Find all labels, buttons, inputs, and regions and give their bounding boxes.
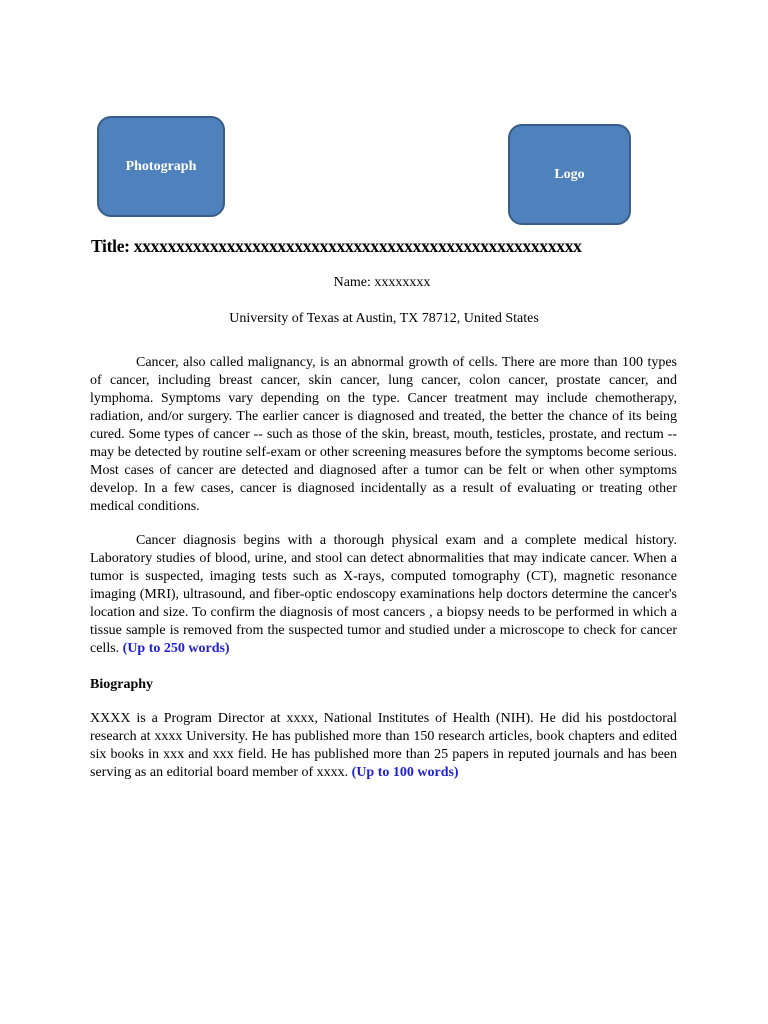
biography-paragraph: [90, 710, 677, 782]
biography-heading: Biography: [90, 677, 154, 692]
logo-placeholder: [508, 124, 631, 225]
photograph-placeholder: [97, 116, 225, 217]
abstract-paragraph-1: [90, 354, 677, 516]
biography-text: XXXX is a Program Director at xxxx, National Institutes of Health (NIH). He did his postdoctoral research at xxxx University. He has published more than 150 research articles, book chapters and edited six books in xxx and xxx field. He has published more than 25 papers in reputed journals and has been serving as an editorial board member of xxxx.: [90, 711, 677, 780]
abstract-word-limit-note: (Up to 250 words): [122, 641, 230, 656]
document-title: Title: xxxxxxxxxxxxxxxxxxxxxxxxxxxxxxxxxxxxxxxxxxxxxxxxxxxxx: [91, 236, 582, 256]
logo-label: Logo: [554, 166, 585, 182]
photograph-label: Photograph: [125, 158, 197, 174]
author-affiliation: University of Texas at Austin, TX 78712, United States: [229, 311, 539, 326]
biography-word-limit-note: (Up to 100 words): [351, 765, 459, 780]
author-name: Name: xxxxxxxx: [333, 275, 431, 290]
abstract-paragraph-2: [90, 532, 677, 658]
abstract-paragraph-2-text: Cancer diagnosis begins with a thorough physical exam and a complete medical history. Laboratory studies of blood, urine, and stool can detect abnormalities that may indicate cancer. When a tumor is suspected, imaging tests such as X-rays, computed tomography (CT), magnetic resonance imaging (MRI), ultrasound, and fiber-optic endoscopy examinations help doctors determine the cancer's location and size. To confirm the diagnosis of most cancers , a biopsy needs to be performed in which a tissue sample is removed from the suspected tumor and studied under a microscope to check for cancer cells.: [90, 533, 677, 656]
abstract-paragraph-1-text: Cancer, also called malignancy, is an abnormal growth of cells. There are more than 100 types of cancer, including breast cancer, skin cancer, lung cancer, colon cancer, prostate cancer, and lymphoma. Symptoms vary depending on the type. Cancer treatment may include chemotherapy, radiation, and/or surgery. The earlier cancer is diagnosed and treated, the better the chance of its being cured. Some types of cancer -- such as those of the skin, breast, mouth, testicles, prostate, and rectum -- may be detected by routine self-exam or other screening measures before the symptoms become serious. Most cases of cancer are detected and diagnosed after a tumor can be felt or when other symptoms develop. In a few cases, cancer is diagnosed incidentally as a result of evaluating or treating other medical conditions.: [90, 355, 677, 514]
